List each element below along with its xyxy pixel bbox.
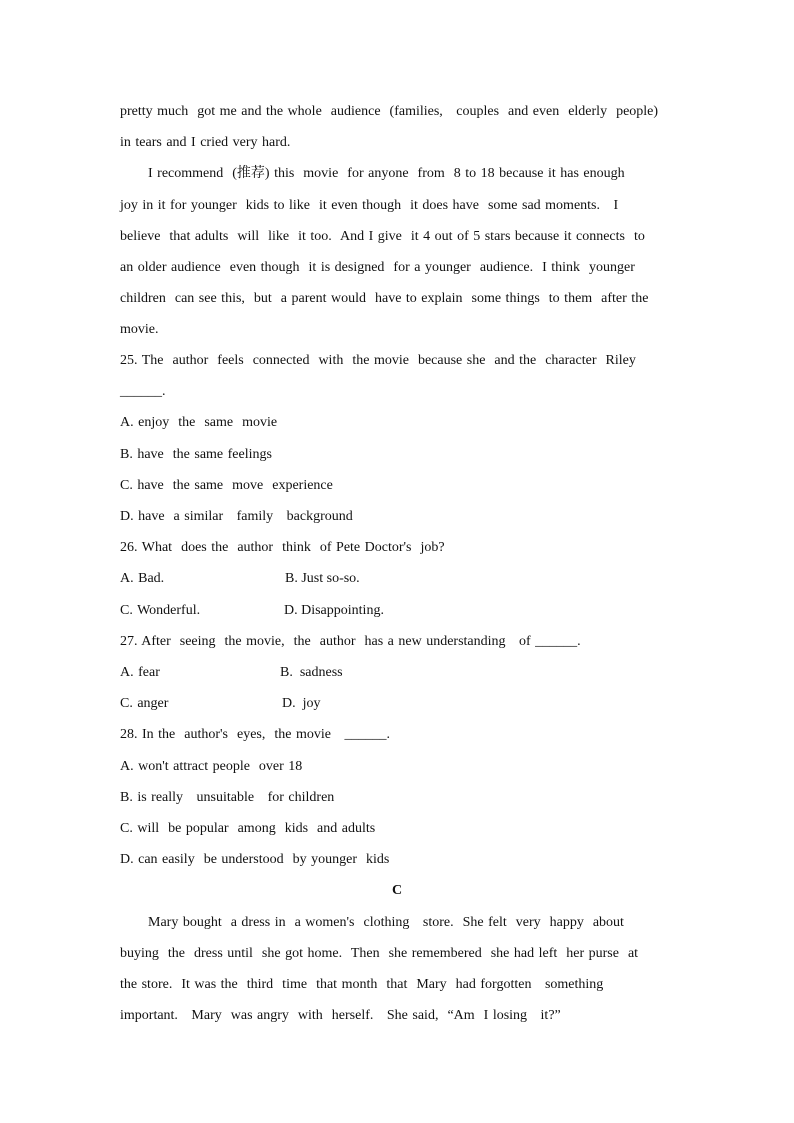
passage-line: I recommend (推荐) this movie for anyone from 8 to 18 because it has enough — [148, 166, 625, 181]
answer-option: B. Just so-so. — [285, 571, 360, 586]
answer-option: A. won't attract people over 18 — [120, 759, 303, 774]
answer-option: D. have a similar family background — [120, 509, 353, 524]
answer-option: D. joy — [282, 696, 321, 711]
passage-line: believe that adults will like it too. And I give it 4 out of 5 stars because it connects to — [120, 229, 645, 244]
passage-line: joy in it for younger kids to like it even though it does have some sad moments. I — [120, 198, 619, 213]
question-stem: 26. What does the author think of Pete Doctor's job? — [120, 540, 445, 555]
passage-line: pretty much got me and the whole audience (families, couples and even elderly people) — [120, 104, 659, 119]
answer-option: A. fear — [120, 665, 160, 680]
answer-option: D. Disappointing. — [284, 603, 384, 618]
passage-line: important. Mary was angry with herself. She said, “Am I losing it?” — [120, 1008, 561, 1023]
section-heading: C — [391, 883, 403, 898]
passage-line: an older audience even though it is designed for a younger audience. I think younger — [120, 260, 635, 275]
answer-option: B. sadness — [280, 665, 343, 680]
passage-line: Mary bought a dress in a women's clothing store. She felt very happy about — [148, 915, 624, 930]
question-stem: 25. The author feels connected with the movie because she and the character Riley — [120, 353, 636, 368]
answer-option: C. will be popular among kids and adults — [120, 821, 376, 836]
answer-option: D. can easily be understood by younger kids — [120, 852, 390, 867]
answer-option: A. Bad. — [120, 571, 165, 586]
answer-option: B. is really unsuitable for children — [120, 790, 335, 805]
answer-option: B. have the same feelings — [120, 447, 272, 462]
answer-option: C. Wonderful. — [120, 603, 201, 618]
passage-line: the store. It was the third time that month that Mary had forgotten something — [120, 977, 604, 992]
question-stem: 27. After seeing the movie, the author has a new understanding of ______. — [120, 634, 581, 649]
passage-line: children can see this, but a parent would have to explain some things to them after the — [120, 291, 649, 306]
answer-option: A. enjoy the same movie — [120, 415, 278, 430]
answer-option: C. have the same move experience — [120, 478, 333, 493]
passage-line: in tears and I cried very hard. — [120, 135, 291, 150]
question-stem: 28. In the author's eyes, the movie ______. — [120, 727, 390, 742]
passage-line: movie. — [120, 322, 159, 337]
answer-option: C. anger — [120, 696, 169, 711]
passage-line: buying the dress until she got home. Then she remembered she had left her purse at — [120, 946, 639, 961]
question-stem: ______. — [120, 384, 166, 399]
